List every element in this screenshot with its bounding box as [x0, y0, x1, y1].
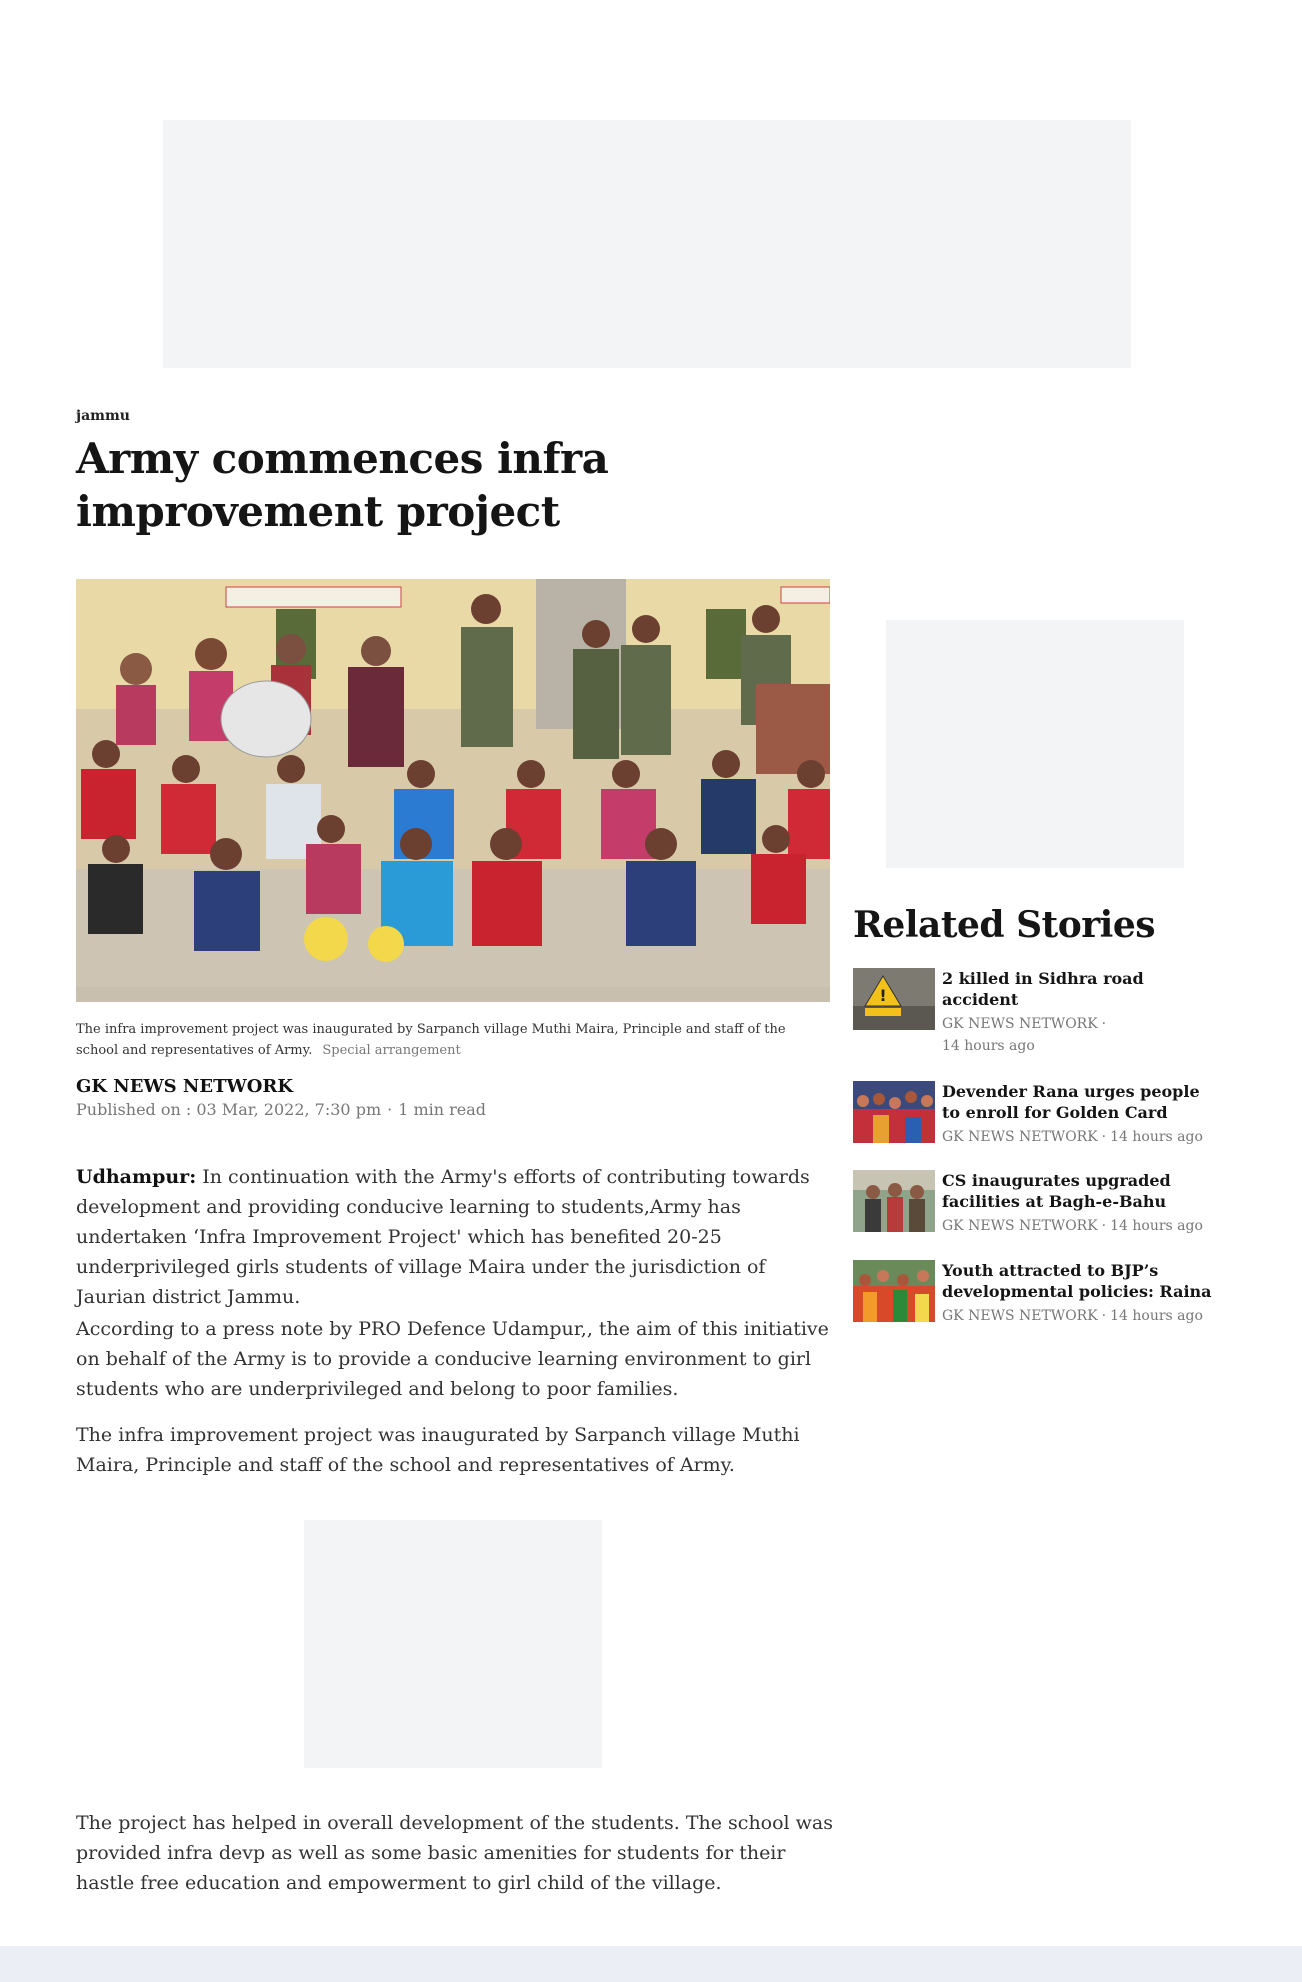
related-story-info	[942, 1170, 1212, 1237]
related-story-source: GK NEWS NETWORK	[942, 1016, 1098, 1032]
meta-separator: ·	[1101, 1016, 1107, 1032]
dateline: Udhampur:	[76, 1166, 197, 1188]
paragraph-text: In continuation with the Army's efforts of contributing towards development and providing conducive learning to students,Army has undertaken ‘Infra Improvement Project' which has benefited 20-25 underprivileged girls students of village Maira under the jurisdiction of Jaurian district Jammu.	[76, 1166, 810, 1308]
related-story-thumbnail[interactable]	[853, 968, 935, 1030]
hero-image	[76, 579, 830, 1002]
article-paragraph: The infra improvement project was inaugurated by Sarpanch village Muthi Maira, Principle and staff of the school and representatives of Army.	[76, 1424, 800, 1476]
related-story-info	[942, 1260, 1212, 1327]
related-stories-heading: Related Stories	[853, 904, 1156, 946]
related-story-meta	[942, 1013, 1212, 1057]
sidebar-ad-placeholder	[886, 620, 1184, 868]
read-time: 1 min read	[398, 1100, 487, 1119]
related-story-source: GK NEWS NETWORK	[942, 1308, 1098, 1324]
related-story-info	[942, 1081, 1212, 1148]
related-story-meta	[942, 1305, 1212, 1327]
related-story-title[interactable]: 2 killed in Sidhra road accident	[942, 969, 1144, 1009]
article-paragraph: The project has helped in overall development of the students. The school was provided infra devp as well as some basic amenities for students for their hastle free education and empowerment to girl child of the village.	[76, 1812, 834, 1894]
meta-separator: ·	[1101, 1308, 1107, 1324]
meta-separator: ·	[1101, 1218, 1107, 1234]
image-caption	[76, 1019, 830, 1061]
svg-text:!: !	[879, 986, 887, 1005]
related-story-time: 14 hours ago	[1110, 1129, 1203, 1145]
inline-ad-placeholder	[304, 1520, 602, 1768]
related-story-thumbnail[interactable]	[853, 1260, 935, 1322]
footer-band	[0, 1946, 1302, 1982]
image-credit: Special arrangement	[322, 1043, 461, 1058]
article-paragraph: According to a press note by PRO Defence Udampur,, the aim of this initiative on behalf of the Army is to provide a conducive learning environment to girl students who are underprivileged and belong to poor families.	[76, 1318, 829, 1400]
related-story-meta	[942, 1215, 1212, 1237]
published-meta	[76, 1100, 486, 1119]
meta-separator: ·	[387, 1100, 393, 1119]
related-story-time: 14 hours ago	[942, 1038, 1035, 1054]
related-story-thumbnail[interactable]	[853, 1170, 935, 1232]
related-story-title[interactable]: Devender Rana urges people to enroll for Golden Card	[942, 1082, 1200, 1122]
related-story-thumbnail[interactable]	[853, 1081, 935, 1143]
related-story-title[interactable]: CS inaugurates upgraded facilities at Bagh-e-Bahu	[942, 1171, 1171, 1211]
image-caption-text: The infra improvement project was inaugurated by Sarpanch village Muthi Maira, Principle and staff of the school and representatives of Army.	[76, 1022, 786, 1058]
top-ad-placeholder	[163, 120, 1131, 368]
related-story-meta	[942, 1126, 1212, 1148]
article-headline: Army commences infra improvement project	[76, 434, 609, 536]
related-story-source: GK NEWS NETWORK	[942, 1218, 1098, 1234]
related-story-source: GK NEWS NETWORK	[942, 1129, 1098, 1145]
related-story-time: 14 hours ago	[1110, 1218, 1203, 1234]
article-paragraph	[76, 1162, 836, 1312]
related-story-title[interactable]: Youth attracted to BJP’s developmental policies: Raina	[942, 1261, 1212, 1301]
related-story-time: 14 hours ago	[1110, 1308, 1203, 1324]
section-label[interactable]: jammu	[76, 408, 130, 424]
meta-separator: ·	[1101, 1129, 1107, 1145]
published-date: Published on : 03 Mar, 2022, 7:30 pm	[76, 1100, 382, 1119]
related-story-info	[942, 968, 1212, 1057]
author-byline[interactable]: GK NEWS NETWORK	[76, 1076, 294, 1097]
